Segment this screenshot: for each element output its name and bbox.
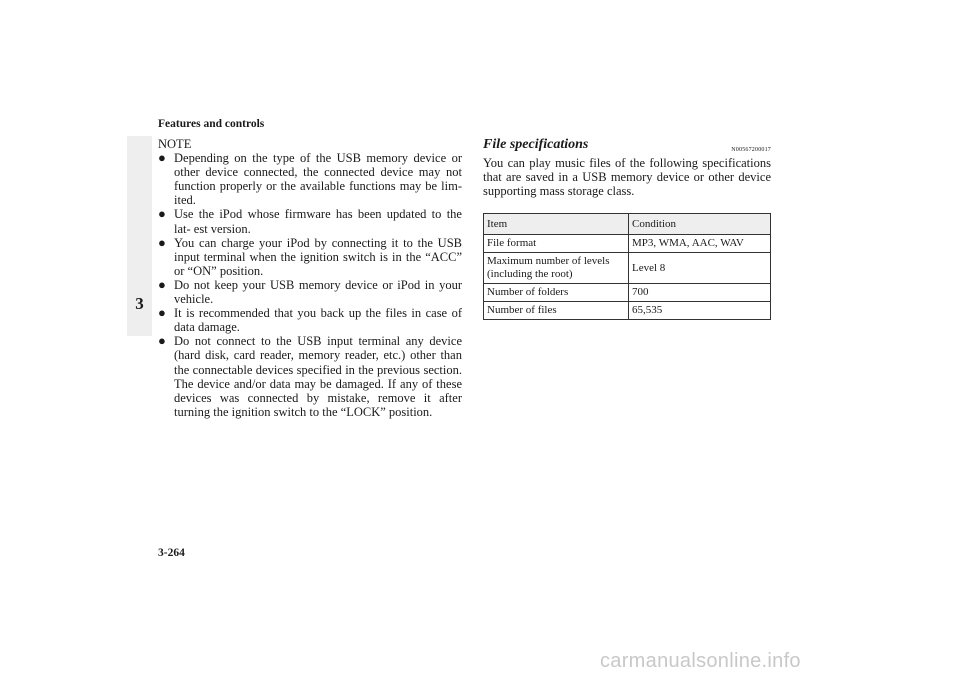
bullet-icon: ● xyxy=(158,276,166,292)
bullet-icon: ● xyxy=(158,234,166,250)
section-heading xyxy=(483,137,771,153)
table-row xyxy=(484,235,771,253)
note-title: NOTE xyxy=(158,137,192,151)
table-header-row xyxy=(484,214,771,235)
note-item xyxy=(158,306,462,334)
note-item-text: Do not connect to the USB input terminal any device (hard disk, card reader, memory reader, etc.) other than the connectable devices specified in the previous section. The device and/or data may be damaged. If any of these devices was connected by mistake, remove it after turning the ignition switch to the “LOCK” position. xyxy=(174,334,462,419)
section-code: N00567200017 xyxy=(731,147,771,153)
note-item-text: Use the iPod whose firmware has been updated to the lat- est version. xyxy=(174,207,462,236)
note-block xyxy=(158,137,462,419)
table-cell-item: Number of folders xyxy=(484,284,629,302)
table-row xyxy=(484,284,771,302)
table-cell-item: Maximum number of levels (including the root) xyxy=(484,253,629,284)
section-title: File specifications xyxy=(483,137,589,152)
file-specifications-section xyxy=(483,137,771,320)
note-item xyxy=(158,207,462,235)
table-cell-item: File format xyxy=(484,235,629,253)
footer-watermark: carmanualsonline.info xyxy=(600,650,801,672)
note-item-text: It is recommended that you back up the files in case of data damage. xyxy=(174,306,462,335)
section-intro: You can play music files of the following specifications that are saved in a USB memory device or other device supporting mass storage class. xyxy=(483,156,771,199)
note-item xyxy=(158,236,462,278)
note-item-text: You can charge your iPod by connecting it to the USB input terminal when the ignition switch is in the “ACC” or “ON” position. xyxy=(174,235,462,278)
table-row xyxy=(484,302,771,320)
table-cell-condition: MP3, WMA, AAC, WAV xyxy=(629,235,771,253)
table-cell-condition: Level 8 xyxy=(629,253,771,284)
note-item xyxy=(158,278,462,306)
bullet-icon: ● xyxy=(158,206,166,222)
table-cell-item: Number of files xyxy=(484,302,629,320)
specifications-table xyxy=(483,213,771,320)
table-header-condition: Condition xyxy=(629,214,771,235)
table-row xyxy=(484,253,771,284)
note-item-text: Depending on the type of the USB memory device or other device connected, the connected device may not function properly or the available functions may be lim- ited. xyxy=(174,151,462,208)
table-cell-condition: 65,535 xyxy=(629,302,771,320)
chapter-number: 3 xyxy=(135,294,144,313)
table-cell-condition: 700 xyxy=(629,284,771,302)
bullet-icon: ● xyxy=(158,333,166,349)
note-item-text: Do not keep your USB memory device or iPod in your vehicle. xyxy=(174,277,462,307)
table-header-item: Item xyxy=(484,214,629,235)
note-item xyxy=(158,151,462,207)
note-item xyxy=(158,334,462,419)
page-number: 3-264 xyxy=(158,547,185,559)
page-header-title: Features and controls xyxy=(158,118,265,130)
bullet-icon: ● xyxy=(158,150,166,166)
bullet-icon: ● xyxy=(158,305,166,321)
chapter-tab xyxy=(127,136,152,336)
